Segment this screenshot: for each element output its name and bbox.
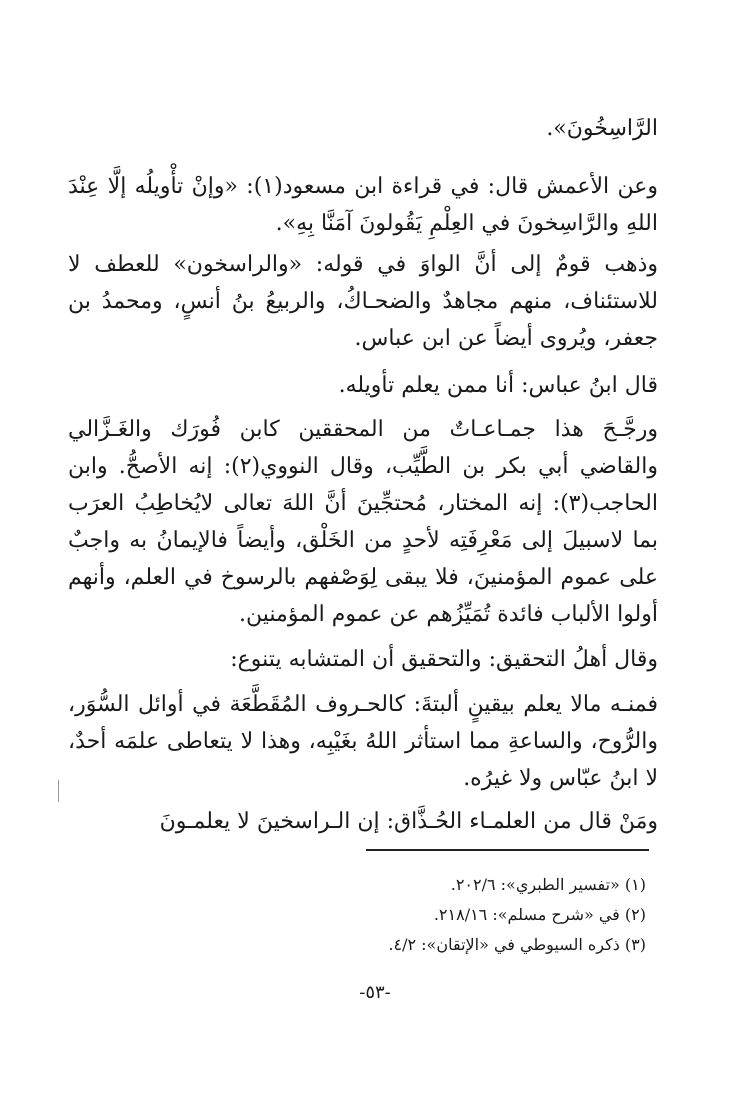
paragraph-ibn-abbas-quote: قال ابنُ عباس: أنا ممن يعلم تأويله. [338,373,658,398]
footnote-2: (٢) في «شرح مسلم»: ٢١٨/١٦. [433,905,646,924]
paragraph-scholars-preference: ورجَّـحَ هذا جمـاعـاتٌ من المحققين كابن فُورَك والغَـزَّالي والقاضي أبي بكر بن الطَّيِّب، وقال النووي(٢): إنه الأصحُّ. وابن الحاجب(٣): إنه المختار، مُحتجِّينَ أنَّ اللهَ تعالى لايُخاطِبُ العرَب بما لاسبيلَ إلى مَعْرِفَتِه لأحدٍ من الخَلْق، وأيضاً فالإيمانُ به واجبٌ على عموم المؤمنينَ، فلا يبقى لِوَصْفهم بالرسوخ في العلم، وأنهم أولوا الألباب فائدة تُمَيِّزُهم عن عموم المؤمنين. [68,417,658,627]
margin-mark [58,780,59,802]
paragraph-continuation: الرَّاسِخُونَ». [546,116,658,141]
footnotes [226,870,646,960]
paragraph-tahqiq: وقال أهلُ التحقيق: والتحقيق أن المتشابه يتنوع: [230,647,658,672]
footnote-3: (٣) ذكره السيوطي في «الإتقان»: ٤/٢. [388,935,646,954]
footnote-divider [366,849,649,851]
footnote-1: (١) «تفسير الطبري»: ٢٠٢/٦. [450,875,646,894]
paragraph-scholars-saying: ومَنْ قال من العلمـاء الحُـذَّاق: إن الـراسخينَ لا يعلمـونَ [159,809,658,834]
page-number: -٥٣- [359,982,391,1003]
paragraph-waw-conjunction: وذهب قومٌ إلى أنَّ الواوَ في قوله: «والراسخون» للعطف لا للاستئناف، منهم مجاهدٌ والضحـاكُ، والربيعُ بنُ أنسٍ، ومحمدُ بن جعفر، ويُروى أيضاً عن ابن عباس. [68,252,658,351]
paragraph-amash-reading: وعن الأعمش قال: في قراءة ابن مسعود(١): «وإنْ تأْويلُه إلَّا عِنْدَ اللهِ والرَّاسِخونَ في العِلْمِ يَقُولونَ آمَنَّا بِهِ». [68,174,659,236]
paragraph-unknowable-category: فمنـه مالا يعلم بيقينٍ ألبتةَ: كالحـروف المُقَطَّعَة في أوائل السُّوَر، والرُّوح، والساعةِ مما استأثر اللهُ بغَيْبِه، وهذا لا يتعاطى علمَه أحدٌ، لا ابنُ عبّاس ولا غيرُه. [68,692,658,791]
